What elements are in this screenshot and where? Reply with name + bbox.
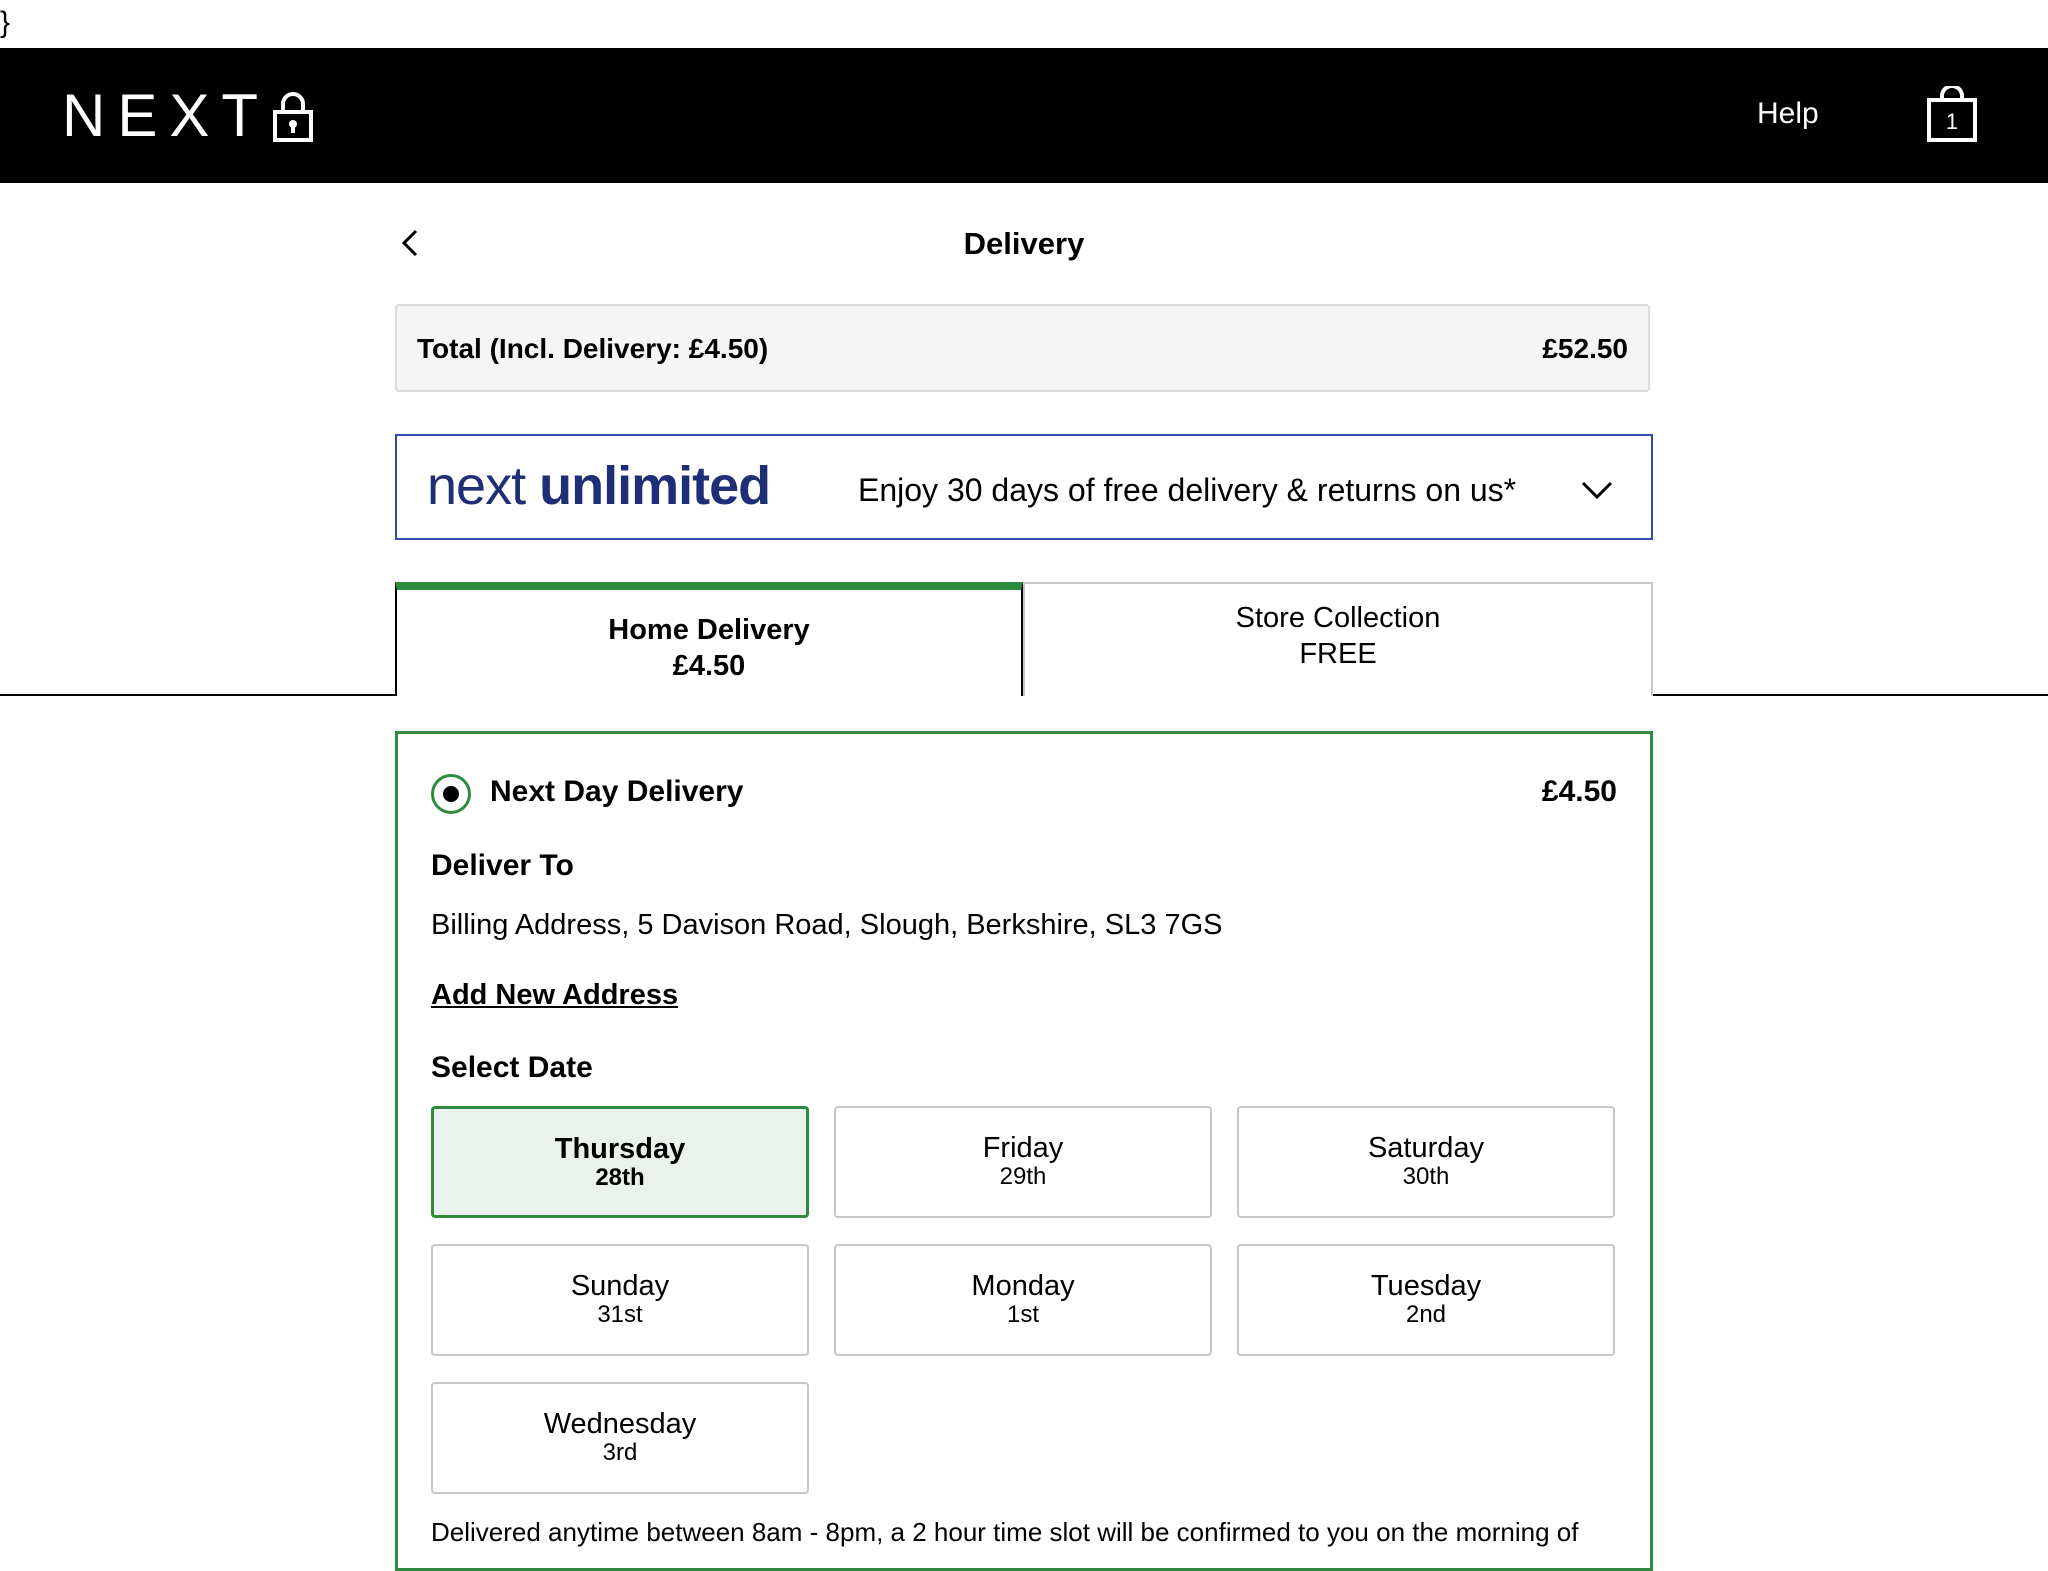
next-day-delivery-option xyxy=(395,731,1653,1571)
unlimited-logo-next: next xyxy=(427,456,526,516)
help-link[interactable]: Help xyxy=(1757,97,1819,130)
date-number: 2nd xyxy=(1405,1301,1447,1328)
chevron-down-icon[interactable] xyxy=(1580,480,1614,500)
top-navigation-bar xyxy=(0,48,2048,183)
date-day: Tuesday xyxy=(1370,1270,1482,1302)
delivery-address: Billing Address, 5 Davison Road, Slough, Berkshire, SL3 7GS xyxy=(431,909,1223,941)
date-day: Sunday xyxy=(570,1270,670,1302)
date-option-tuesday[interactable] xyxy=(1237,1244,1615,1356)
total-value: £52.50 xyxy=(1542,333,1628,364)
delivery-time-footnote: Delivered anytime between 8am - 8pm, a 2 hour time slot will be confirmed to you on the morning of xyxy=(431,1517,1579,1547)
unlimited-promo-text: Enjoy 30 days of free delivery & returns on us* xyxy=(858,472,1517,508)
date-option-saturday[interactable] xyxy=(1237,1106,1615,1218)
date-number: 30th xyxy=(1402,1163,1450,1190)
date-option-thursday[interactable] xyxy=(431,1106,809,1218)
add-new-address-link[interactable]: Add New Address xyxy=(431,979,679,1011)
radio-selected-dot xyxy=(443,786,459,802)
tab-store-collection-price: FREE xyxy=(1299,638,1377,670)
stray-brace-text: } xyxy=(0,6,11,39)
tab-home-delivery-label: Home Delivery xyxy=(608,614,810,646)
date-day: Monday xyxy=(971,1270,1075,1302)
date-day: Wednesday xyxy=(543,1408,697,1440)
select-date-heading: Select Date xyxy=(431,1051,593,1084)
date-option-wednesday[interactable] xyxy=(431,1382,809,1494)
order-total-box xyxy=(395,304,1650,392)
next-day-delivery-radio[interactable] xyxy=(431,774,471,814)
date-number: 31st xyxy=(597,1301,643,1328)
date-number: 29th xyxy=(999,1163,1047,1190)
tab-home-delivery[interactable] xyxy=(395,582,1023,696)
date-number: 1st xyxy=(1006,1301,1039,1328)
tab-home-delivery-price: £4.50 xyxy=(672,650,746,682)
bag-item-count: 1 xyxy=(1945,109,1959,134)
deliver-to-heading: Deliver To xyxy=(431,849,574,882)
date-option-monday[interactable] xyxy=(834,1244,1212,1356)
date-number: 28th xyxy=(595,1164,645,1191)
date-option-friday[interactable] xyxy=(834,1106,1212,1218)
page-title: Delivery xyxy=(963,226,1085,261)
next-unlimited-banner[interactable] xyxy=(395,434,1653,540)
tab-store-collection[interactable] xyxy=(1023,582,1653,696)
lock-icon xyxy=(272,90,314,142)
next-logo[interactable]: NEXT xyxy=(62,82,271,149)
date-number: 3rd xyxy=(602,1439,638,1466)
next-unlimited-logo xyxy=(427,458,770,514)
delivery-option-title: Next Day Delivery xyxy=(490,775,744,808)
active-tab-gap xyxy=(397,692,1021,698)
delivery-option-price: £4.50 xyxy=(1541,775,1617,808)
unlimited-logo-unlimited: unlimited xyxy=(539,456,771,516)
date-option-sunday[interactable] xyxy=(431,1244,809,1356)
tab-store-collection-label: Store Collection xyxy=(1235,602,1441,634)
date-day: Friday xyxy=(982,1132,1064,1164)
date-day: Thursday xyxy=(554,1133,686,1165)
total-label: Total (Incl. Delivery: £4.50) xyxy=(417,333,769,364)
date-day: Saturday xyxy=(1367,1132,1485,1164)
